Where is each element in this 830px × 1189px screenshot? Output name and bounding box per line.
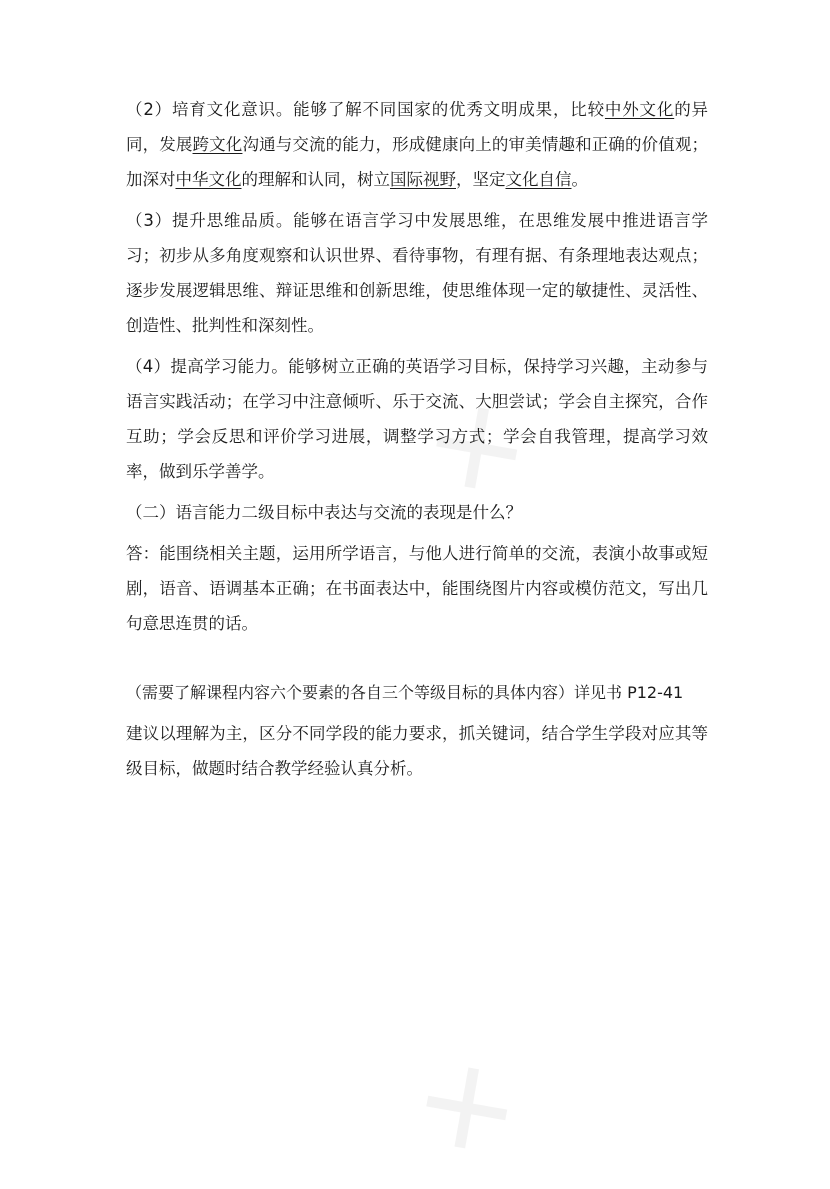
- answer-text: 答：能围绕相关主题，运用所学语言，与他人进行简单的交流，表演小故事或短剧，语音、语调基本正确；在书面表达中，能围绕图片内容或模仿范文，写出几句意思连贯的话。: [126, 544, 708, 633]
- text: 沟通与交流的能力，形成健康向上的审美情趣和正确的价值观；加深对: [126, 135, 709, 189]
- paragraph-learning-ability: （4）提高学习能力。能够树立正确的英语学习目标，保持学习兴趣，主动参与语言实践活动；在学习中注意倾听、乐于交流、大胆尝试；学会自主探究，合作互助；学会反思和评价学习进展，调整学习方式；学会自我管理，提高学习效率，做到乐学善学。: [126, 357, 708, 481]
- underlined-term: 文化自信: [505, 170, 572, 189]
- question-heading: （二）语言能力二级目标中表达与交流的表现是什么？: [126, 503, 522, 522]
- watermark: ✕: [393, 1019, 559, 1189]
- watermark: ✕: [403, 359, 569, 529]
- paragraph-cultural-awareness: [126, 92, 708, 197]
- document-page: [126, 92, 708, 792]
- paragraph-thinking-quality: （3）提升思维品质。能够在语言学习中发展思维，在思维发展中推进语言学习；初步从多角度观察和认识世界、看待事物，有理有据、有条理地表达观点；逐步发展逻辑思维、辩证思维和创新思维，使思维体现一定的敏捷性、灵活性、创造性、批判性和深刻性。: [126, 211, 708, 335]
- underlined-term: 跨文化: [192, 135, 243, 154]
- advice-text: 建议以理解为主，区分不同学段的能力要求，抓关键词，结合学生学段对应其等级目标，做题时结合教学经验认真分析。: [126, 724, 708, 778]
- text: 。: [571, 170, 588, 189]
- underlined-term: 中华文化: [175, 170, 242, 189]
- text: 的异同，发展: [126, 100, 709, 154]
- text: ，坚定: [456, 170, 506, 189]
- text: 的理解和认同，树立: [241, 170, 390, 189]
- note-reference: （需要了解课程内容六个要素的各自三个等级目标的具体内容）详见书 P12-41: [126, 683, 684, 702]
- underlined-term: 中外文化: [604, 100, 675, 119]
- underlined-term: 国际视野: [390, 170, 456, 189]
- text: （2）培育文化意识。能够了解不同国家的优秀文明成果，比较: [126, 100, 605, 119]
